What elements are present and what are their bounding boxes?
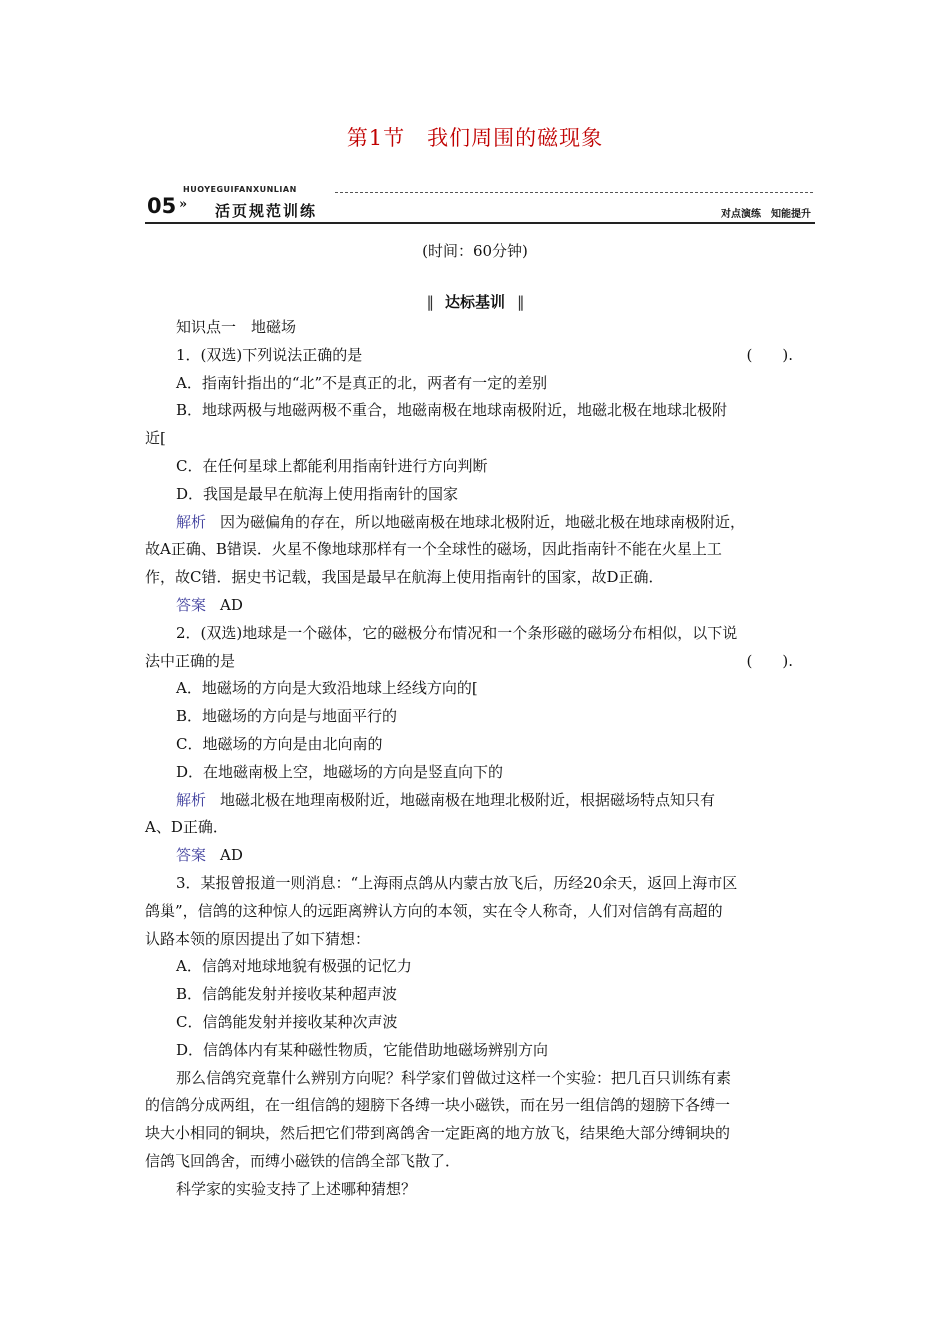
section-heading	[0, 291, 950, 312]
q3-paragraph-line4: 信鸽飞回鸽舍，而缚小磁铁的信鸽全部飞散了．	[145, 1151, 461, 1170]
answer-blank: ( ).	[746, 345, 793, 364]
q1-option-d: D．我国是最早在航海上使用指南针的国家	[176, 484, 459, 503]
q2-stem-line1: 2．(双选)地球是一个磁体，它的磁极分布情况和一个条形磁的磁场分布相似，以下说	[176, 623, 738, 642]
banner-label: 活页规范训练	[215, 202, 318, 220]
q3-option-b: B．信鸽能发射并接收某种超声波	[176, 985, 398, 1004]
q1-analysis-line1	[145, 509, 813, 537]
answer-label: 答案	[176, 595, 207, 614]
q1-option-b-line1: B．地球两极与地磁两极不重合，地磁南极在地球南极附近，地磁北极在地球北极附	[176, 401, 728, 420]
q3-option-c: C．信鸽能发射并接收某种次声波	[176, 1012, 398, 1031]
q3-option-a: A．信鸽对地球地貌有极强的记忆力	[176, 957, 412, 976]
q2-option-a: A．地磁场的方向是大致沿地球上经线方向的[	[176, 679, 478, 698]
q3-question: 科学家的实验支持了上述哪种猜想？	[176, 1179, 417, 1198]
q2-answer-value: AD	[220, 846, 243, 865]
q3-stem-line2: 鸽巢”，信鸽的这种惊人的远距离辨认方向的本领，实在令人称奇，人们对信鸽有高超的	[145, 901, 723, 920]
analysis-label: 解析	[176, 512, 207, 531]
content-body	[145, 314, 813, 1204]
page-title: 第1节 我们周围的磁现象	[346, 126, 604, 150]
q1-answer	[145, 592, 813, 620]
analysis-label: 解析	[176, 790, 207, 809]
q2-option-b: B．地磁场的方向是与地面平行的	[176, 707, 398, 726]
section-banner	[145, 182, 815, 226]
q1-option-b-line2: 近[	[145, 429, 166, 448]
banner-rule	[145, 222, 815, 224]
q1-answer-value: AD	[220, 595, 243, 614]
banner-dashed-line	[335, 192, 813, 193]
q2-answer	[145, 842, 813, 870]
q1-stem-text: 1．(双选)下列说法正确的是	[176, 345, 363, 364]
q1-option-a: A．指南针指出的“北”不是真正的北，两者有一定的差别	[176, 373, 548, 392]
banner-number: 05	[147, 194, 177, 218]
q2-analysis-line2: A、D正确．	[145, 818, 228, 837]
section-bar-right: ‖	[517, 293, 524, 311]
banner-right-label: 对点演练 知能提升	[721, 209, 811, 220]
q2-analysis-line1	[145, 787, 813, 815]
answer-label: 答案	[176, 846, 207, 865]
q1-option-c: C．在任何星球上都能利用指南针进行方向判断	[176, 456, 488, 475]
q3-paragraph-line1: 那么信鸽究竟靠什么辨别方向呢？科学家们曾做过这样一个实验：把几百只训练有素	[176, 1068, 732, 1087]
q3-paragraph-line3: 块大小相同的铜块，然后把它们带到离鸽舍一定距离的地方放飞，结果绝大部分缚铜块的	[145, 1124, 731, 1143]
double-chevron-icon: »	[179, 197, 188, 212]
q3-option-d: D．信鸽体内有某种磁性物质，它能借助地磁场辨别方向	[176, 1040, 549, 1059]
section-bar-left: ‖	[426, 293, 433, 311]
q1-analysis-line3: 作，故C错．据史书记载，我国是最早在航海上使用指南针的国家，故D正确．	[145, 568, 664, 587]
q2-stem-line2	[145, 648, 813, 676]
answer-blank: ( ).	[746, 651, 793, 670]
q3-stem-line3: 认路本领的原因提出了如下猜想：	[145, 929, 371, 948]
q2-analysis-text: 地磁北极在地理南极附近，地磁南极在地理北极附近，根据磁场特点知只有	[220, 790, 716, 809]
q2-stem-text: 法中正确的是	[145, 651, 236, 670]
q2-option-d: D．在地磁南极上空，地磁场的方向是竖直向下的	[176, 762, 504, 781]
q1-stem	[145, 342, 813, 370]
section-title: 达标基训	[444, 293, 505, 311]
banner-pinyin: HUOYEGUIFANXUNLIAN	[183, 185, 297, 194]
time-limit: (时间：60分钟)	[422, 242, 528, 260]
q1-analysis-line2: 故A正确、B错误．火星不像地球那样有一个全球性的磁场，因此指南针不能在火星上工	[145, 540, 722, 559]
q3-paragraph-line2: 的信鸽分成两组，在一组信鸽的翅膀下各缚一块小磁铁，而在另一组信鸽的翅膀下各缚一	[145, 1096, 731, 1115]
q3-stem-line1: 3．某报曾报道一则消息：“上海雨点鸽从内蒙古放飞后，历经20余天，返回上海市区	[176, 873, 738, 892]
topic-heading: 知识点一 地磁场	[176, 318, 297, 336]
q2-option-c: C．地磁场的方向是由北向南的	[176, 734, 383, 753]
q1-analysis-text: 因为磁偏角的存在，所以地磁南极在地球北极附近，地磁北极在地球南极附近，	[220, 512, 746, 531]
